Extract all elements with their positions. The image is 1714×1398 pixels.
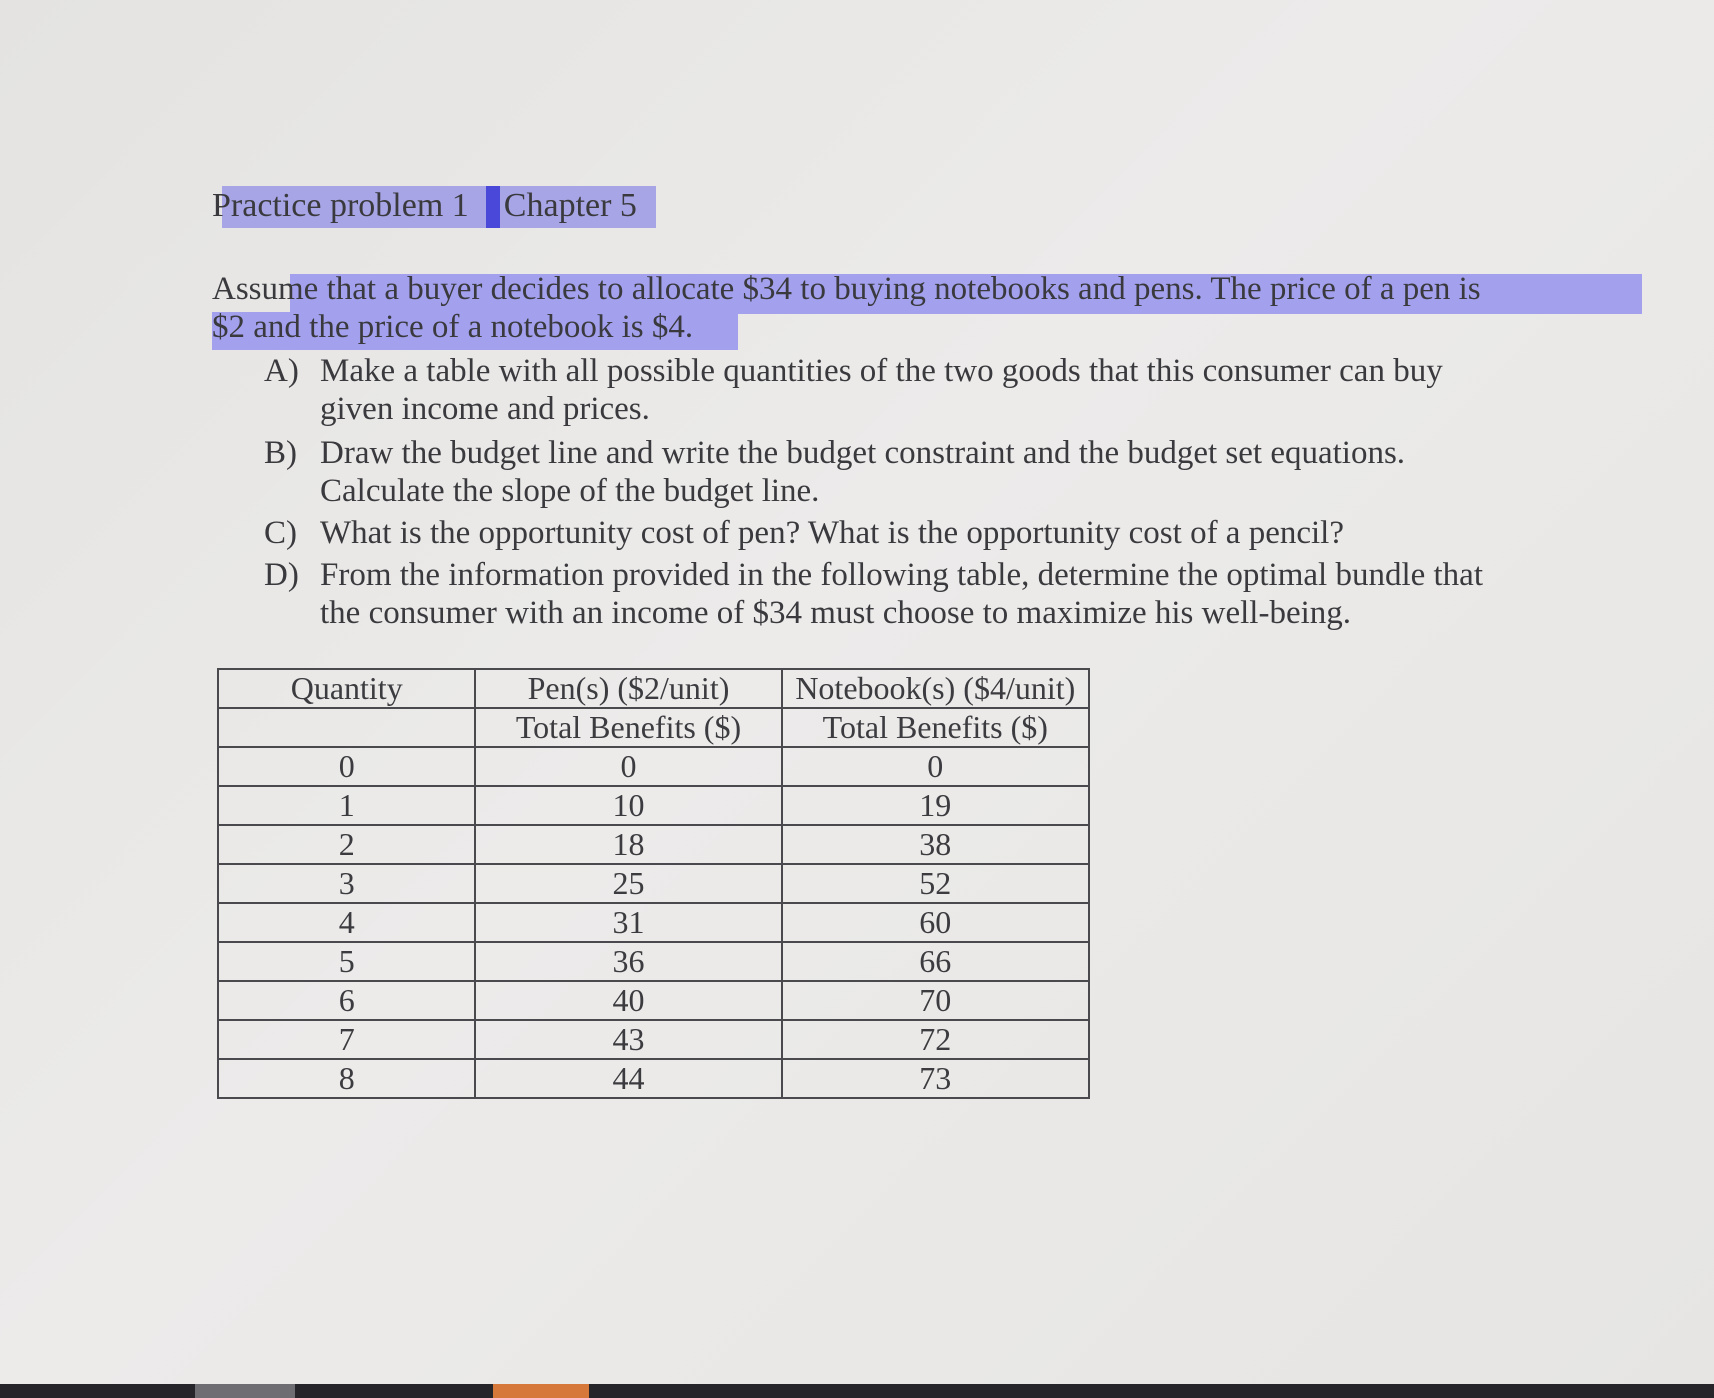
cell-quantity[interactable]: 5 xyxy=(218,942,475,981)
title-practice: Practice problem 1 xyxy=(212,187,469,224)
cell-notebook-benefit[interactable]: 60 xyxy=(782,903,1089,942)
subheader-pens[interactable]: Total Benefits ($) xyxy=(475,708,781,747)
table-row xyxy=(218,1020,1089,1059)
cell-pen-benefit[interactable]: 0 xyxy=(475,747,781,786)
table-row xyxy=(218,825,1089,864)
cell-quantity[interactable]: 0 xyxy=(218,747,475,786)
question-b-line-2: Calculate the slope of the budget line. xyxy=(320,473,820,509)
title-chapter: Chapter 5 xyxy=(503,187,637,224)
taskbar-active-item xyxy=(493,1384,589,1398)
question-a-line-1: Make a table with all possible quantities of the two goods that this consumer can buy xyxy=(320,353,1443,389)
cell-quantity[interactable]: 3 xyxy=(218,864,475,903)
question-d-label: D) xyxy=(264,557,299,593)
cell-quantity[interactable]: 8 xyxy=(218,1059,475,1098)
question-b-line-1: Draw the budget line and write the budget constraint and the budget set equations. xyxy=(320,435,1406,471)
table-row xyxy=(218,786,1089,825)
cell-notebook-benefit[interactable]: 73 xyxy=(782,1059,1089,1098)
cell-pen-benefit[interactable]: 44 xyxy=(475,1059,781,1098)
subheader-notebooks[interactable]: Total Benefits ($) xyxy=(782,708,1089,747)
question-d-line-2: the consumer with an income of $34 must choose to maximize his well-being. xyxy=(320,595,1352,631)
table-row xyxy=(218,864,1089,903)
cell-pen-benefit[interactable]: 18 xyxy=(475,825,781,864)
cell-notebook-benefit[interactable]: 72 xyxy=(782,1020,1089,1059)
header-pens[interactable]: Pen(s) ($2/unit) xyxy=(475,669,781,708)
question-c-line-1: What is the opportunity cost of pen? What is the opportunity cost of a pencil? xyxy=(320,515,1344,551)
cell-pen-benefit[interactable]: 25 xyxy=(475,864,781,903)
table-row xyxy=(218,747,1089,786)
monitor-bezel xyxy=(0,1384,1714,1398)
cell-quantity[interactable]: 4 xyxy=(218,903,475,942)
question-c-label: C) xyxy=(264,515,297,551)
table-row xyxy=(218,942,1089,981)
benefits-table xyxy=(217,668,1090,1099)
cell-notebook-benefit[interactable]: 52 xyxy=(782,864,1089,903)
cell-quantity[interactable]: 1 xyxy=(218,786,475,825)
question-b-label: B) xyxy=(264,435,297,471)
question-a-line-2: given income and prices. xyxy=(320,391,650,427)
cell-quantity[interactable]: 2 xyxy=(218,825,475,864)
table-row xyxy=(218,1059,1089,1098)
cell-pen-benefit[interactable]: 40 xyxy=(475,981,781,1020)
cell-notebook-benefit[interactable]: 38 xyxy=(782,825,1089,864)
intro-line-1[interactable]: Assume that a buyer decides to allocate $34 to buying notebooks and pens. The price of a pen is xyxy=(212,271,1481,307)
cell-pen-benefit[interactable]: 36 xyxy=(475,942,781,981)
cell-notebook-benefit[interactable]: 19 xyxy=(782,786,1089,825)
cell-quantity[interactable]: 7 xyxy=(218,1020,475,1059)
cell-pen-benefit[interactable]: 10 xyxy=(475,786,781,825)
table-row xyxy=(218,981,1089,1020)
question-a-label: A) xyxy=(264,353,299,389)
cell-notebook-benefit[interactable]: 66 xyxy=(782,942,1089,981)
subheader-quantity[interactable] xyxy=(218,708,475,747)
intro-line-2[interactable]: $2 and the price of a notebook is $4. xyxy=(212,309,694,345)
table-subheader-row xyxy=(218,708,1089,747)
header-quantity[interactable]: Quantity xyxy=(218,669,475,708)
taskbar-item xyxy=(195,1384,295,1398)
table-row xyxy=(218,903,1089,942)
table-header-row xyxy=(218,669,1089,708)
header-notebooks[interactable]: Notebook(s) ($4/unit) xyxy=(782,669,1089,708)
question-d-line-1: From the information provided in the following table, determine the optimal bundle that xyxy=(320,557,1483,593)
cell-quantity[interactable]: 6 xyxy=(218,981,475,1020)
cell-notebook-benefit[interactable]: 0 xyxy=(782,747,1089,786)
cell-notebook-benefit[interactable]: 70 xyxy=(782,981,1089,1020)
cell-pen-benefit[interactable]: 31 xyxy=(475,903,781,942)
cell-pen-benefit[interactable]: 43 xyxy=(475,1020,781,1059)
document-title[interactable] xyxy=(212,182,637,230)
